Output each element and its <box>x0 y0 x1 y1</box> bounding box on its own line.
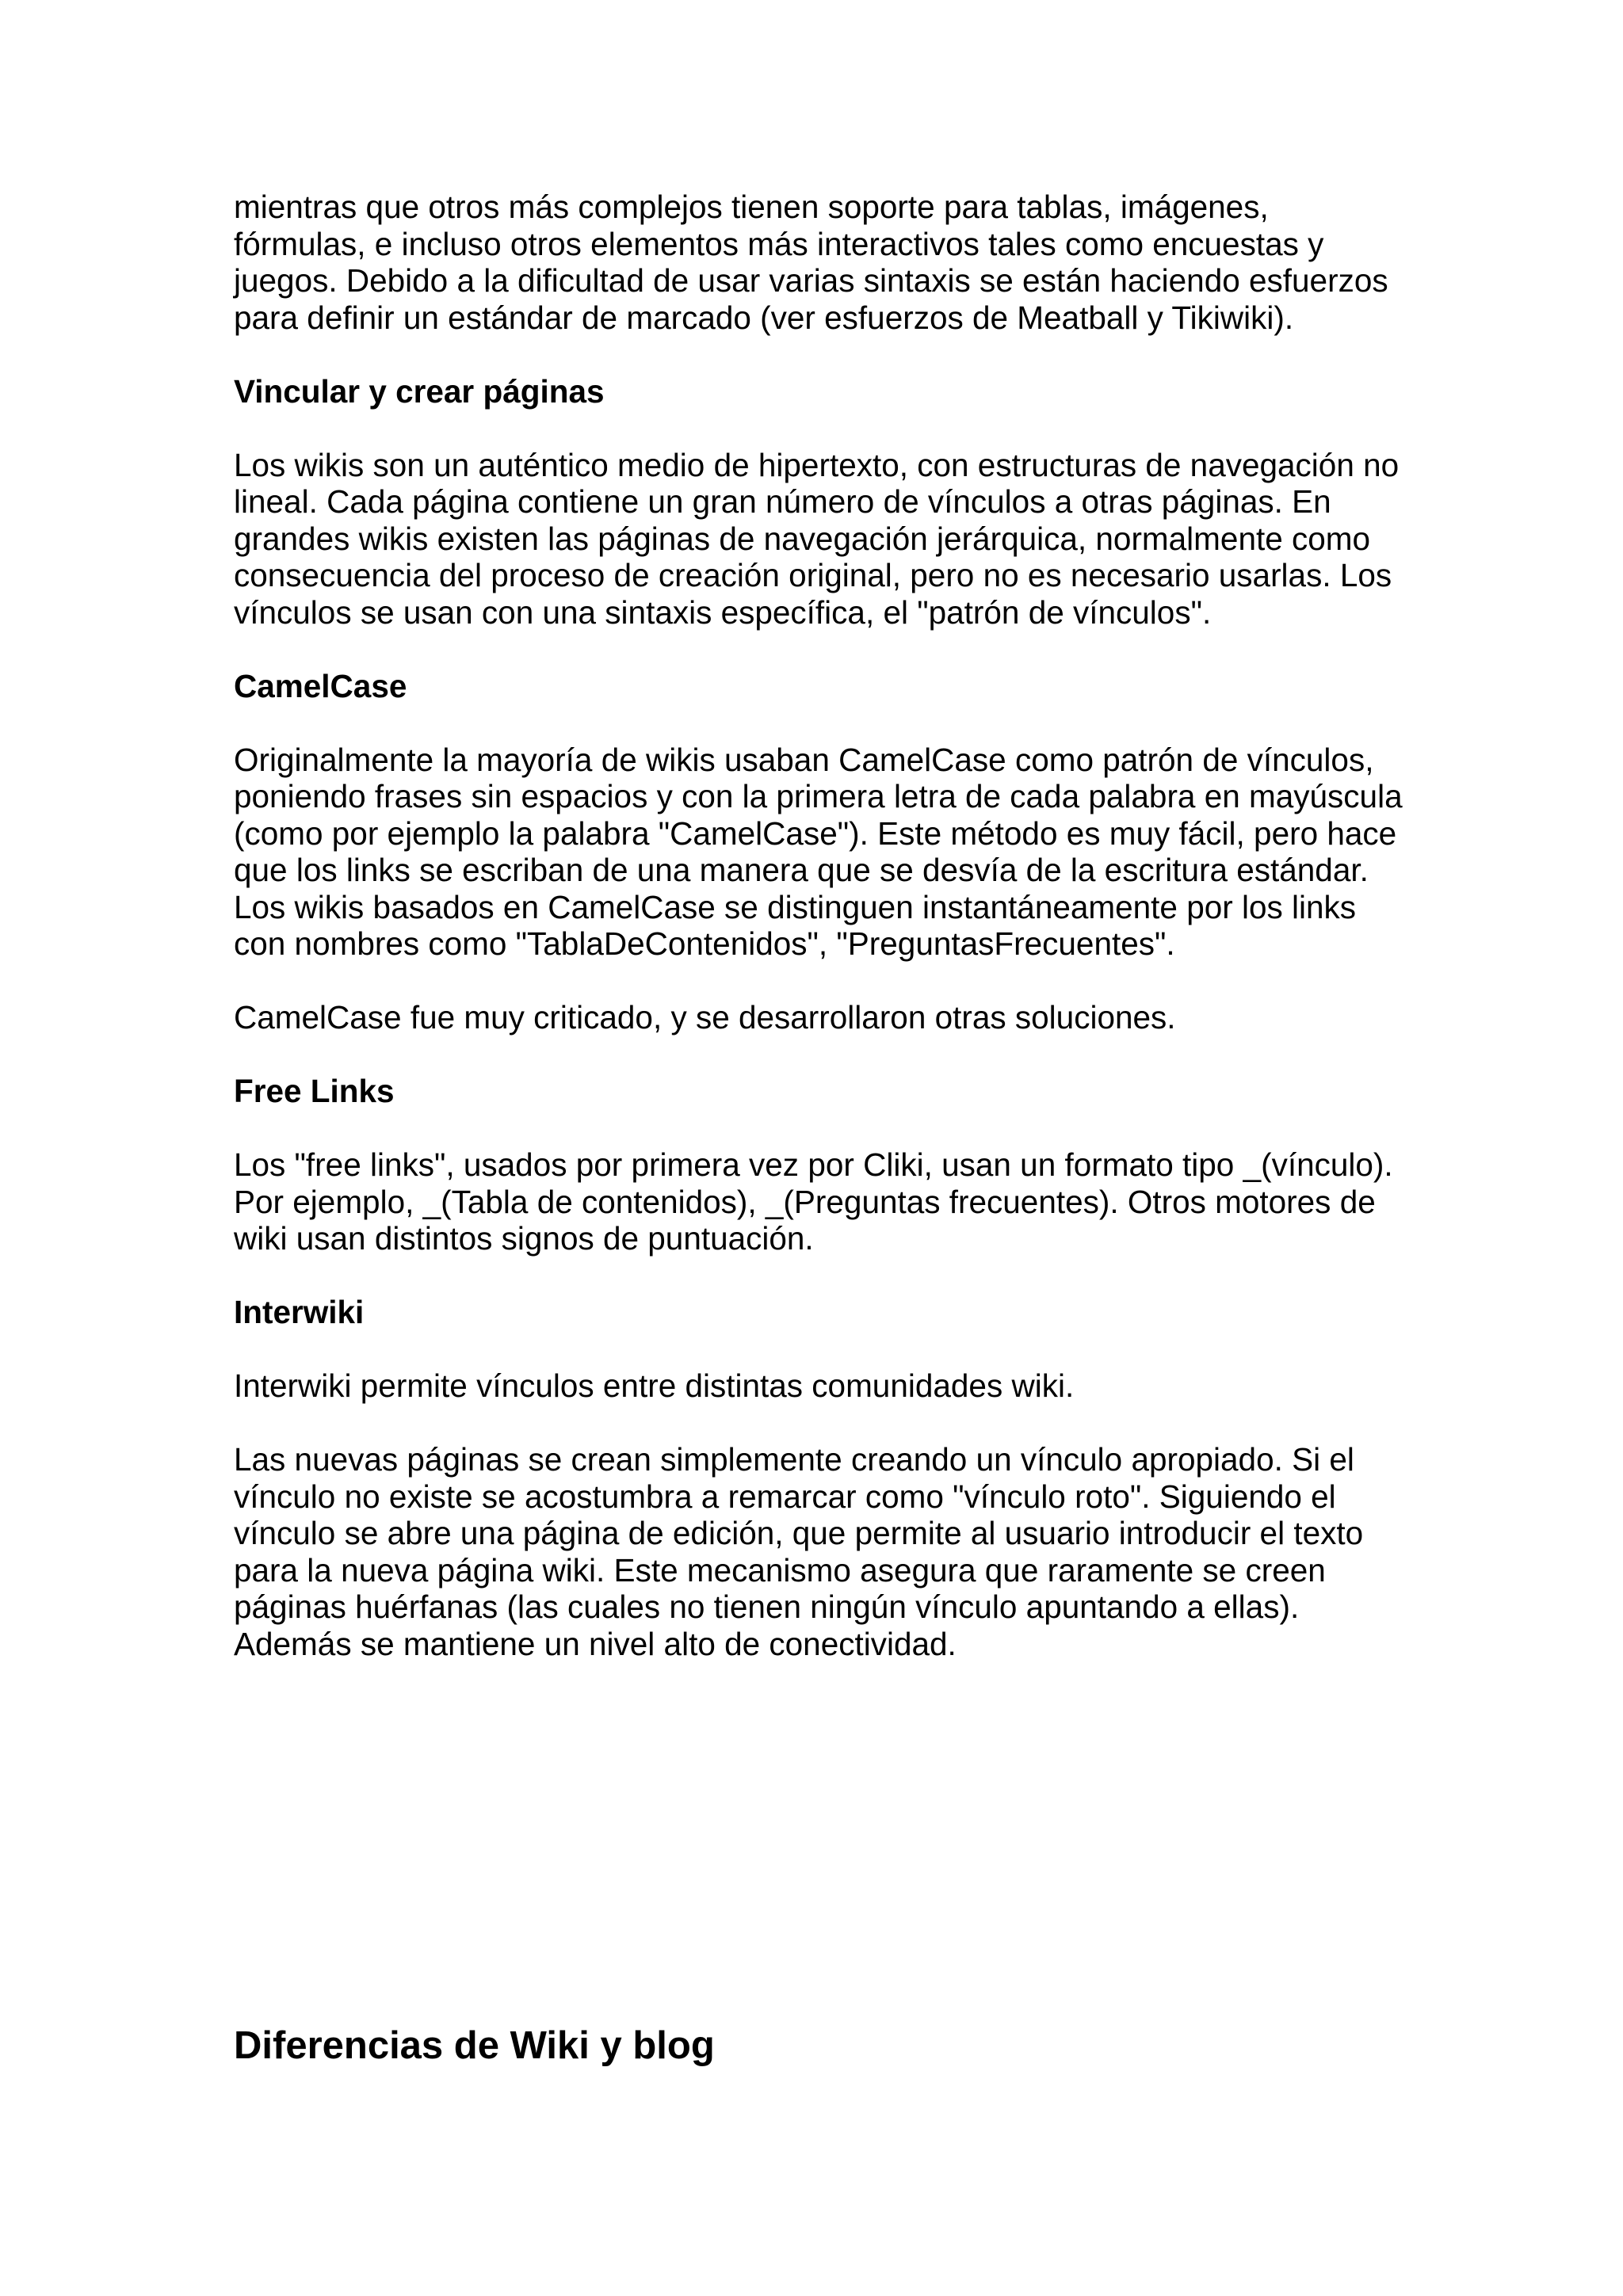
paragraph-camelcase-2: CamelCase fue muy criticado, y se desarrollaron otras soluciones. <box>234 999 1176 1035</box>
heading-vincular: Vincular y crear páginas <box>234 372 605 410</box>
heading-camelcase: CamelCase <box>234 667 407 704</box>
section-title: Diferencias de Wiki y blog <box>234 2024 715 2067</box>
paragraph-interwiki: Interwiki permite vínculos entre distintas comunidades wiki. <box>234 1367 1075 1404</box>
paragraph-intro: mientras que otros más complejos tienen soporte para tablas, imágenes, fórmulas, e incluso otros elementos más interactivos tales como encuestas y juegos. Debido a la dificultad de usar varias sintaxis se están haciendo esfuerzos para definir un estándar de marcado (ver esfuerzos de Meatball y Tikiwiki). <box>234 189 1388 336</box>
paragraph-vincular: Los wikis son un auténtico medio de hipertexto, con estructuras de navegación no lineal. Cada página contiene un gran número de vínculos a otras páginas. En grandes wikis existen las páginas de navegación jerárquica, normalmente como consecuencia del proceso de creación original, pero no es necesario usarlas. Los vínculos se usan con una sintaxis específica, el "patrón de vínculos". <box>234 446 1400 631</box>
paragraph-nuevas-paginas: Las nuevas páginas se crean simplemente creando un vínculo apropiado. Si el vínculo no existe se acostumbra a remarcar como "vínculo roto". Siguiendo el vínculo se abre una página de edición, que permite al usuario introducir el texto para la nueva página wiki. Este mecanismo asegura que raramente se creen páginas huérfanas (las cuales no tienen ningún vínculo apuntando a ellas). Además se mantiene un nivel alto de conectividad. <box>234 1441 1364 1662</box>
heading-interwiki: Interwiki <box>234 1294 365 1330</box>
heading-free-links: Free Links <box>234 1073 395 1109</box>
paragraph-camelcase-1: Originalmente la mayoría de wikis usaban CamelCase como patrón de vínculos, poniendo frases sin espacios y con la primera letra de cada palabra en mayúscula (como por ejemplo la palabra "CamelCase"). Este método es muy fácil, pero hace que los links se escriban de una manera que se desvía de la escritura estándar. Los wikis basados en CamelCase se distinguen instantáneamente por los links con nombres como "TablaDeContenidos", "PreguntasFrecuentes". <box>234 741 1403 962</box>
document-body <box>234 189 1407 1699</box>
paragraph-free-links: Los "free links", usados por primera vez por Cliki, usan un formato tipo _(vínculo). Por ejemplo, _(Tabla de contenidos), _(Preguntas frecuentes). Otros motores de wiki usan distintos signos de puntuación. <box>234 1146 1393 1257</box>
